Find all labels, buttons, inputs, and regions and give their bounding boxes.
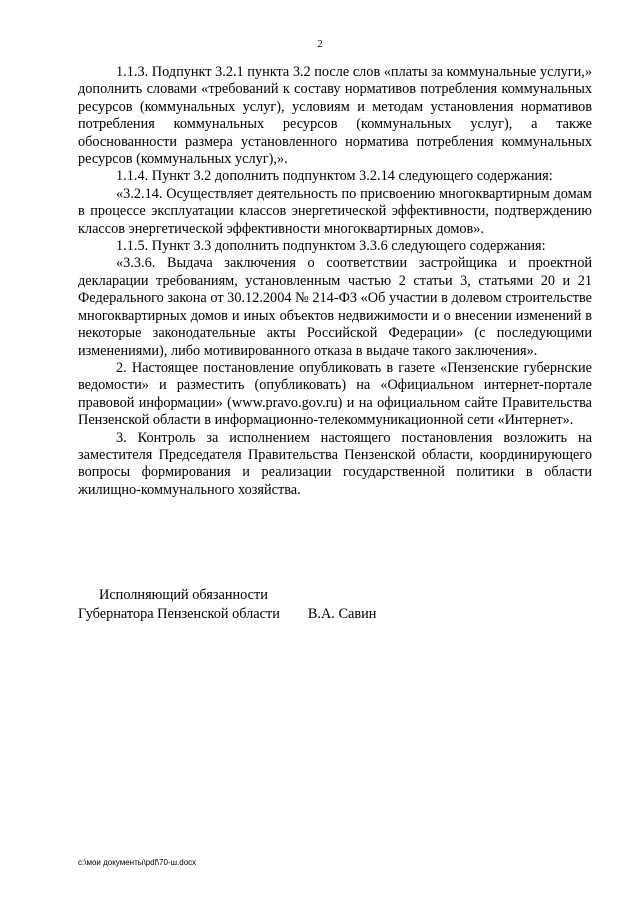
paragraph-3-3-6: «3.3.6. Выдача заключения о соответствии застройщика и проектной декларации требованиям, установленным частью 2 статьи 3, статьями 20 и 21 Федерального закона от 30.12.2004 № 214-ФЗ «Об участии в долевом строительстве многоквартирных домов и иных объектов недвижимости и о внесении изменений в некоторые законодательные акты Российской Федерации» (с последующими изменениями), либо мотивированного отказа в выдаче такого заключения». (78, 255, 592, 359)
document-body (78, 64, 592, 499)
footer-file-path: c:\мои документы\pdf\70-ш.docx (78, 858, 197, 867)
signature-name: В.А. Савин (307, 606, 377, 622)
paragraph-1-1-3: 1.1.3. Подпункт 3.2.1 пункта 3.2 после слов «платы за коммунальные услуги,» дополнить словами «требований к составу нормативов потребления коммунальных ресурсов (коммунальных услуг), условиям и методам установления нормативов потребления коммунальных ресурсов (коммунальных услуг), а также обоснованности размера установленного норматива потребления коммунальных ресурсов (коммунальных услуг),». (78, 64, 592, 168)
paragraph-1-1-5: 1.1.5. Пункт 3.3 дополнить подпунктом 3.3.6 следующего содержания: (116, 238, 546, 255)
signature-block (78, 586, 376, 624)
paragraph-2: 2. Настоящее постановление опубликовать в газете «Пензенские губернские ведомости» и разместить (опубликовать) на «Официальном интернет-портале правовой информации» (www.pravo.gov.ru) и на официальном сайте Правительства Пензенской области в информационно-телекоммуникационной сети «Интернет». (78, 359, 592, 429)
signature-title-line1: Исполняющий обязанности (99, 587, 268, 603)
paragraph-3-2-14: «3.2.14. Осуществляет деятельность по присвоению многоквартирным домам в процессе эксплуатации классов энергетической эффективности, подтверждению классов энергетической эффективности многоквартирных домов». (78, 185, 592, 237)
paragraph-1-1-4: 1.1.4. Пункт 3.2 дополнить подпунктом 3.2.14 следующего содержания: (116, 168, 553, 185)
signature-title-line2: Губернатора Пензенской области (78, 606, 280, 622)
page-number: 2 (317, 38, 323, 50)
paragraph-3: 3. Контроль за исполнением настоящего постановления возложить на заместителя Председателя Правительства Пензенской области, координирующего вопросы формирования и реализации государственной политики в области жилищно-коммунального хозяйства. (78, 429, 592, 498)
